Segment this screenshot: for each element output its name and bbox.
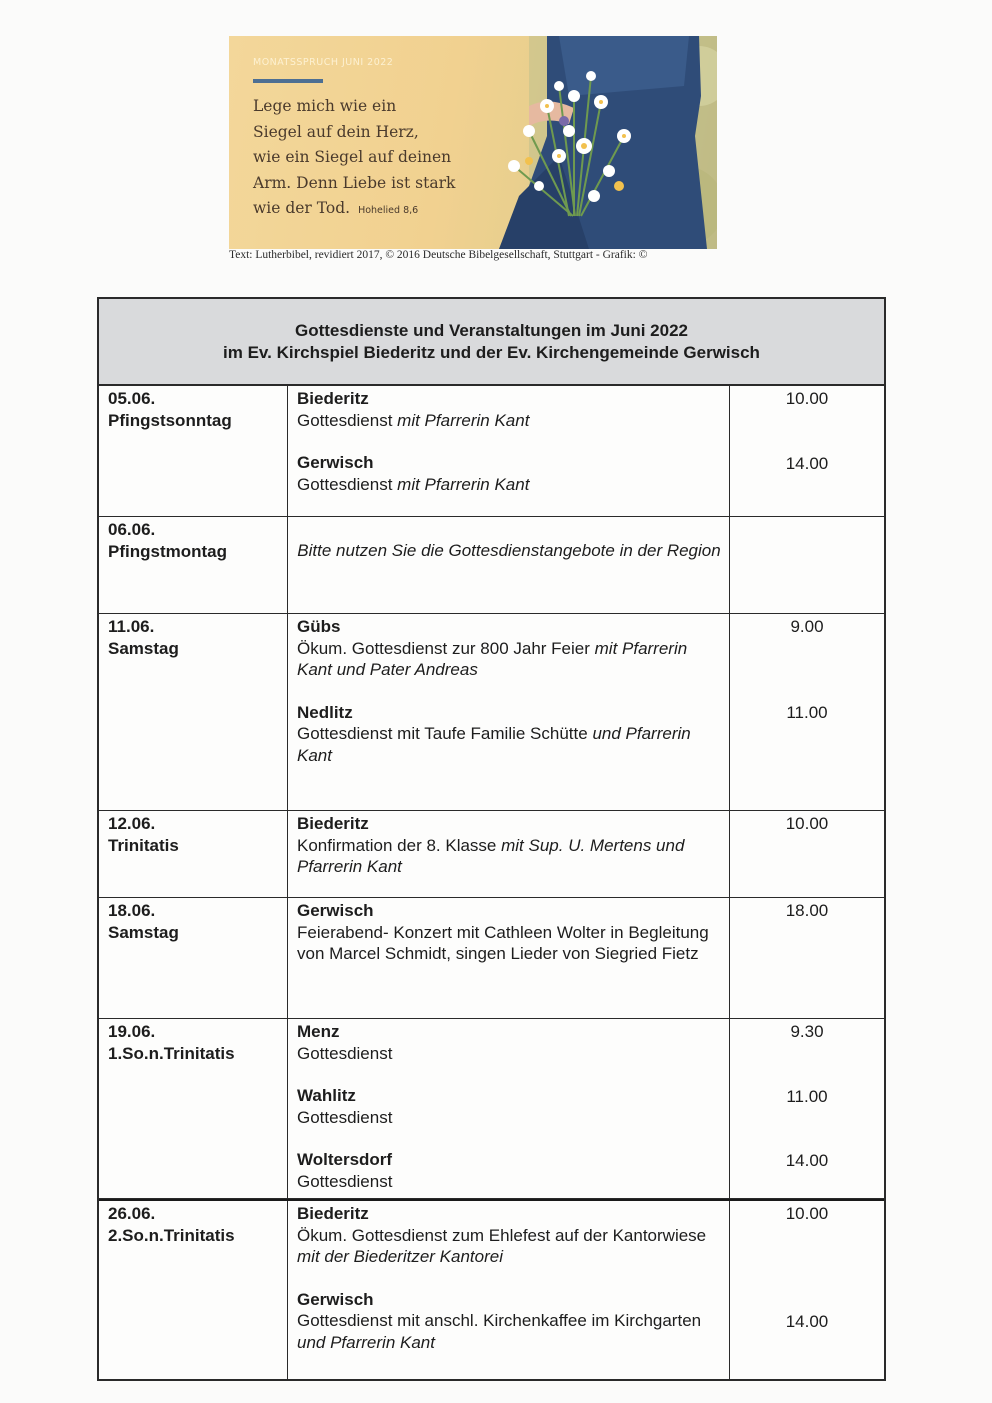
event-time: 14.00 (785, 453, 829, 473)
event-description (297, 1225, 721, 1268)
event-time: 14.00 (785, 1151, 829, 1170)
event-text: Gottesdienst mit Taufe Familie Schütte (297, 724, 593, 743)
verse-line: Lege mich wie ein (253, 97, 397, 115)
date-cell (99, 811, 288, 897)
verse-line-last (253, 196, 503, 224)
date-cell (99, 614, 288, 810)
event-cell (288, 517, 730, 613)
day-name: Pfingstsonntag (108, 410, 232, 430)
monatsspruch-banner (229, 36, 717, 249)
event-text: Ökum. Gottesdienst zum Ehlefest auf der Kantorwiese (297, 1225, 707, 1245)
event-note: mit Pfarrerin Kant (397, 474, 530, 494)
time-cell (730, 614, 884, 810)
event-description: Gottesdienst (297, 1171, 393, 1191)
event-text: Gottesdienst (297, 410, 398, 430)
event (297, 1203, 721, 1268)
event-time: 10.00 (785, 1204, 829, 1223)
event-cell (288, 1019, 730, 1198)
schedule-row (99, 614, 884, 811)
event-location: Biederitz (297, 814, 369, 833)
date: 06.06. (108, 520, 156, 539)
schedule-row (99, 898, 884, 1019)
bible-verse (253, 94, 503, 224)
event-time: 10.00 (785, 814, 829, 833)
event-text: Gottesdienst (297, 474, 398, 494)
event-location: Gübs (297, 617, 341, 636)
event-location: Gerwisch (297, 901, 374, 920)
time-spacer (730, 410, 884, 453)
event (297, 1289, 721, 1354)
date: 12.06. (108, 814, 156, 833)
date-cell (99, 1201, 288, 1379)
time-spacer (730, 638, 884, 702)
event-location: Biederitz (297, 389, 369, 408)
event-cell (288, 614, 730, 810)
event-location: Gerwisch (297, 1289, 374, 1309)
event-description: Gottesdienst (297, 1107, 393, 1127)
day-name: Pfingstmontag (108, 541, 227, 561)
region-note: Bitte nutzen Sie die Gottesdienstangebote in der Region (297, 541, 721, 560)
event-description (297, 410, 721, 432)
event (297, 900, 721, 965)
banner-accent-bar (253, 79, 323, 83)
event-location: Gerwisch (297, 453, 374, 472)
event-text: Gottesdienst mit anschl. Kirchenkaffee im Kirchgarten (297, 1311, 702, 1330)
event-time: 11.00 (786, 1086, 828, 1106)
verse-line: wie der Tod. (253, 199, 351, 218)
schedule-table (97, 297, 886, 1381)
event-description (297, 1310, 721, 1353)
date-cell (99, 1019, 288, 1198)
event-note: mit Pfarrerin Kant und Pater Andreas (297, 638, 688, 679)
event-description (297, 723, 721, 766)
event-time: 18.00 (785, 901, 829, 920)
event-time: 9.00 (790, 617, 824, 636)
event-location: Woltersdorf (297, 1150, 393, 1169)
event-note: mit Sup. U. Mertens und Pfarrerin Kant (297, 835, 685, 876)
date: 18.06. (108, 901, 156, 920)
date-cell (99, 517, 288, 613)
verse-line: Arm. Denn Liebe ist stark (253, 173, 456, 192)
event (297, 1021, 721, 1064)
schedule-row (99, 517, 884, 614)
date: 11.06. (108, 617, 155, 636)
date: 05.06. (108, 389, 156, 408)
event-cell (288, 1201, 730, 1379)
event-text: Feierabend- Konzert mit Cathleen Wolter in Begleitung von Marcel Schmidt, singen Lieder von Siegried Fietz (297, 922, 709, 963)
event-description (297, 835, 721, 878)
event (297, 1149, 721, 1192)
event-description (297, 922, 721, 965)
date: 26.06. (108, 1204, 156, 1223)
time-spacer (730, 1043, 884, 1086)
event-note: mit der Biederitzer Kantorei (297, 1247, 503, 1266)
time-cell (730, 517, 884, 613)
event-time: 9.30 (790, 1022, 824, 1041)
schedule-subtitle: im Ev. Kirchspiel Biederitz und der Ev. Kirchengemeinde Gerwisch (223, 342, 760, 362)
banner-kicker: MONATSSPRUCH JUNI 2022 (253, 57, 394, 68)
event-location: Wahlitz (297, 1086, 356, 1105)
verse-line: wie ein Siegel auf deinen (253, 148, 452, 167)
event-note: mit Pfarrerin Kant (397, 410, 530, 430)
schedule-header (99, 299, 884, 386)
event (297, 813, 721, 878)
date-cell (99, 386, 288, 516)
date-cell (99, 898, 288, 1018)
event-description: Gottesdienst (297, 1043, 393, 1063)
verse-reference: Hohelied 8,6 (358, 205, 419, 217)
time-cell (730, 1201, 884, 1379)
event-note: und Pfarrerin Kant (297, 724, 691, 765)
event-cell (288, 811, 730, 897)
image-credit: Text: Lutherbibel, revidiert 2017, © 2016 Deutsche Bibelgesellschaft, Stuttgart - Grafik: © (229, 249, 648, 261)
event-description (297, 638, 721, 681)
event-time: 10.00 (785, 389, 829, 408)
date: 19.06. (108, 1022, 156, 1041)
event-location: Menz (297, 1022, 340, 1041)
event-cell (288, 898, 730, 1018)
day-name: Samstag (108, 922, 179, 942)
event (297, 702, 721, 767)
schedule-row (99, 1019, 884, 1199)
event (297, 1085, 721, 1128)
event-cell (288, 386, 730, 516)
time-spacer (730, 1225, 884, 1311)
event-time: 14.00 (785, 1311, 829, 1331)
schedule-row (99, 811, 884, 898)
schedule-title: Gottesdienste und Veranstaltungen im Juni 2022 (295, 320, 688, 340)
event-text: Konfirmation der 8. Klasse (297, 835, 502, 855)
event-description (297, 474, 721, 496)
event-location: Nedlitz (297, 702, 353, 722)
time-cell (730, 386, 884, 516)
time-cell (730, 1019, 884, 1198)
event-location: Biederitz (297, 1204, 369, 1223)
day-name: Trinitatis (108, 835, 179, 855)
day-name: 2.So.n.Trinitatis (108, 1225, 235, 1245)
event (297, 388, 721, 431)
schedule-row (99, 386, 884, 517)
day-name: 1.So.n.Trinitatis (108, 1043, 235, 1063)
time-cell (730, 811, 884, 897)
verse-line: Siegel auf dein Herz, (253, 122, 419, 141)
time-spacer (730, 1107, 884, 1150)
event-text: Ökum. Gottesdienst zur 800 Jahr Feier (297, 638, 595, 658)
day-name: Samstag (108, 638, 179, 658)
event (297, 616, 721, 681)
time-cell (730, 898, 884, 1018)
event-note: und Pfarrerin Kant (297, 1332, 435, 1352)
schedule-row (99, 1199, 884, 1379)
event (297, 452, 721, 495)
event-time: 11.00 (786, 702, 828, 722)
